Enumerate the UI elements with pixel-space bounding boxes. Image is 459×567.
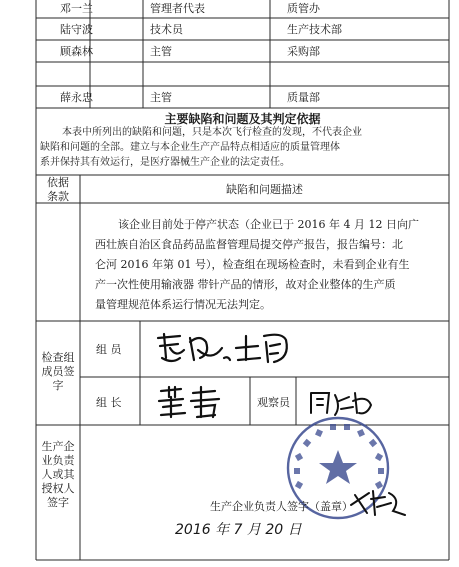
description-line: 产一次性使用输液器 带针产品的情形，故对企业整体的生产质 (95, 278, 396, 291)
member-name: 邓一兰 (60, 2, 93, 15)
signature-date: 2016 年 7 月 20 日 (175, 522, 302, 538)
note-line: 系并保持其有效运行，是医疗器械生产企业的法定责任。 (40, 157, 290, 168)
note-line: 本表中所列出的缺陷和问题，只是本次飞行检查的发现，不代表企业 (62, 127, 362, 138)
description-line: 西壮族自治区食品药品监督管理局提交停产报告，报告编号：北 (95, 238, 403, 251)
leader-label: 组 长 (96, 396, 122, 409)
member-name: 顾森林 (60, 45, 93, 58)
member-dept: 采购部 (287, 45, 320, 58)
description-line: 仑河 2016 年第 01 号），检查组在现场检查时，未看到企业有生 (95, 258, 410, 271)
description-header: 缺陷和问题描述 (226, 183, 303, 196)
description-line: 量管理规范体系运行情况无法判定。 (95, 298, 271, 311)
members-label: 组 员 (96, 343, 122, 356)
member-role: 主管 (150, 45, 172, 58)
company-signature-caption: 生产企业负责人签字（盖章） (210, 500, 353, 513)
observer-label: 观察员 (257, 396, 290, 409)
member-name: 薛永忠 (60, 91, 93, 104)
member-role: 管理者代表 (150, 2, 205, 15)
member-role: 技术员 (150, 23, 183, 36)
team-leader-signature (155, 385, 225, 421)
member-role: 主管 (150, 91, 172, 104)
basis-header: 依据 条款 (47, 176, 69, 203)
company-signer-label: 生产企 业负责 人或其 授权人 签字 (41, 440, 75, 509)
description-line: 该企业目前处于停产状态（企业已于 2016 年 4 月 12 日向广 (118, 218, 419, 231)
team-member-signatures (150, 328, 350, 370)
inspection-team-label: 检查组 成员签 字 (41, 351, 75, 392)
member-dept: 生产技术部 (287, 23, 342, 36)
note-line: 缺陷和问题的全部。建立与本企业生产产品特点相适应的质量管理体 (40, 142, 340, 153)
section-title: 主要缺陷和问题及其判定依据 (164, 112, 321, 126)
member-dept: 质管办 (287, 2, 320, 15)
member-name: 陆守波 (60, 23, 93, 36)
member-dept: 质量部 (287, 91, 320, 104)
company-head-signature (345, 485, 415, 521)
